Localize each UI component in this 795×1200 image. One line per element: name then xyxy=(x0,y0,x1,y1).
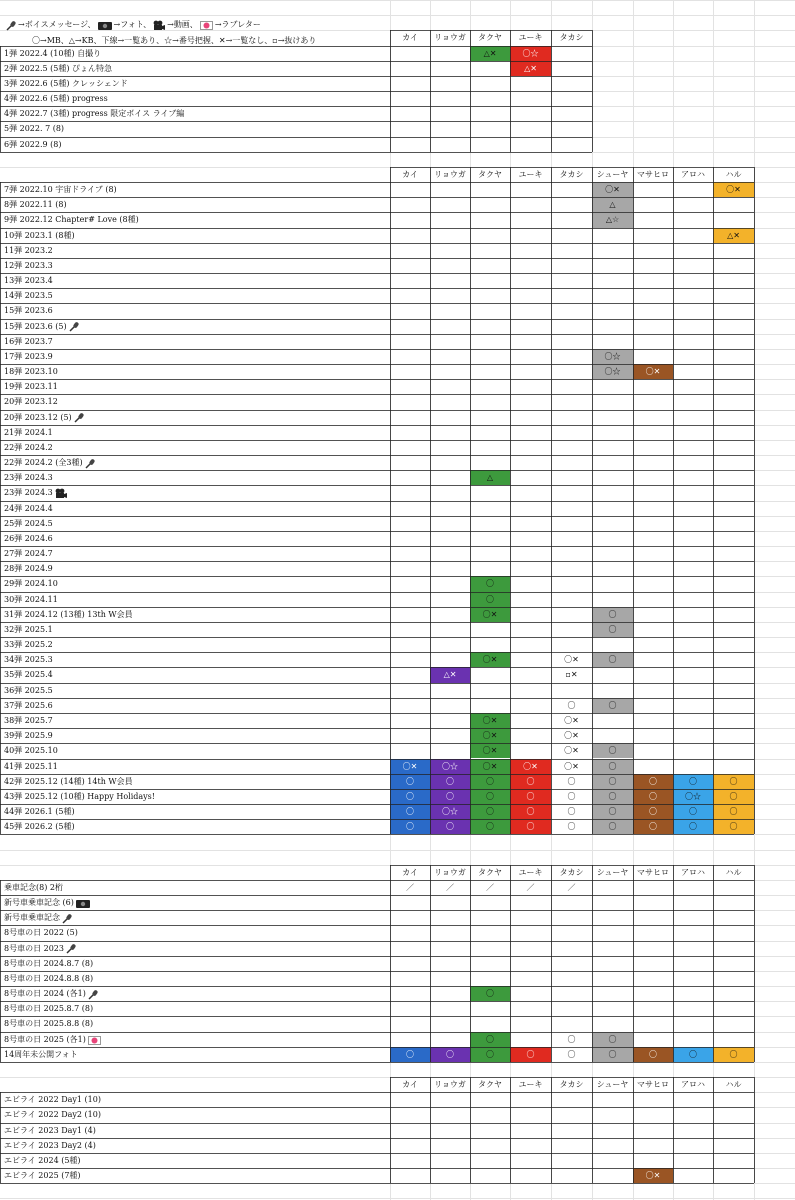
member-header-ユーキ: ユーキ xyxy=(518,169,543,179)
mark-cell-ユーキ: 〇☆ xyxy=(510,46,551,61)
mark-cell-アロハ: 〇☆ xyxy=(673,789,713,804)
mark-cell-タクヤ: 〇✕ xyxy=(470,728,510,743)
mark-cell-ハル: 〇 xyxy=(713,819,754,834)
member-header-ハル: ハル xyxy=(725,867,742,877)
mark-cell-シューヤ: 〇✕ xyxy=(592,182,633,197)
row-label-text: 44弾 2026.1 (5種) xyxy=(4,807,75,816)
row-label-text: 8号車の日 2024 (各1) xyxy=(4,989,86,999)
row-label-text: 41弾 2025.11 xyxy=(4,761,58,771)
row-label-text: 22弾 2024.2 xyxy=(4,442,53,452)
mark-cell-タクヤ: 〇 xyxy=(470,986,510,1001)
row-label-text: 23弾 2024.3 xyxy=(4,473,53,483)
mark-cell-カイ: 〇 xyxy=(390,774,430,789)
row-label-text: 38弾 2025.7 xyxy=(4,715,53,725)
row-label-text: 16弾 2023.7 xyxy=(4,336,53,346)
row-label-text: 29弾 2024.10 xyxy=(4,579,58,589)
row-label-text: エビライ 2022 Day1 (10) xyxy=(4,1095,101,1105)
mark-cell-アロハ: 〇 xyxy=(673,1047,713,1062)
mark-cell-リョウガ: 〇☆ xyxy=(430,759,470,774)
row-label-text: 30弾 2024.11 xyxy=(4,594,58,604)
row-label-text: 新号車乗車記念 xyxy=(4,913,60,923)
mark-cell-マサヒロ: 〇 xyxy=(633,804,673,819)
mark-cell-タクヤ: 〇 xyxy=(470,1032,510,1047)
row-label-text: 43弾 2025.12 (10種) Happy Holidays! xyxy=(4,791,156,801)
row-label-text: エビライ 2022 Day2 (10) xyxy=(4,1110,101,1120)
member-header-タカシ: タカシ xyxy=(559,33,584,43)
row-label-text: 37弾 2025.6 xyxy=(4,700,53,710)
mark-cell-シューヤ: 〇 xyxy=(592,789,633,804)
mark-cell-タクヤ: 〇 xyxy=(470,774,510,789)
mark-cell-シューヤ: 〇 xyxy=(592,804,633,819)
mark-cell-リョウガ: 〇 xyxy=(430,789,470,804)
member-header-ユーキ: ユーキ xyxy=(518,867,543,877)
mark-cell-シューヤ: △☆ xyxy=(592,212,633,227)
row-label-text: 7弾 2022.10 宇宙ドライブ (8) xyxy=(4,185,117,195)
row-label-text: 10弾 2023.1 (8種) xyxy=(4,230,75,240)
mark-cell-ユーキ: ／ xyxy=(526,882,535,892)
row-label-text: 17弾 2023.9 xyxy=(4,351,53,361)
row-label-text: 8号車の日 2023 xyxy=(4,943,64,953)
row-label-text: 5弾 2022. 7 (8) xyxy=(4,124,65,134)
mark-cell-タカシ: 〇✕ xyxy=(551,713,592,728)
row-label-text: 40弾 2025.10 xyxy=(4,746,58,756)
member-header-タクヤ: タクヤ xyxy=(478,169,502,179)
row-label-text: 26弾 2024.6 xyxy=(4,533,53,543)
member-header-リョウガ: リョウガ xyxy=(434,867,466,877)
mark-cell-カイ: 〇 xyxy=(390,804,430,819)
mark-cell-ハル: 〇 xyxy=(713,804,754,819)
mark-cell-リョウガ: 〇☆ xyxy=(430,804,470,819)
mark-cell-ユーキ: 〇✕ xyxy=(510,759,551,774)
mark-cell-タカシ: 〇 xyxy=(551,789,592,804)
mark-cell-ユーキ: △✕ xyxy=(510,61,551,76)
mark-cell-タクヤ: 〇✕ xyxy=(470,743,510,758)
mark-cell-タクヤ: 〇✕ xyxy=(470,652,510,667)
mark-cell-カイ: 〇 xyxy=(390,1047,430,1062)
mark-cell-カイ: 〇 xyxy=(390,789,430,804)
member-header-アロハ: アロハ xyxy=(681,169,705,179)
member-header-マサヒロ: マサヒロ xyxy=(637,1080,669,1090)
mark-cell-マサヒロ: 〇 xyxy=(633,819,673,834)
member-header-マサヒロ: マサヒロ xyxy=(637,169,669,179)
row-label-text: 33弾 2025.2 xyxy=(4,640,53,650)
mark-cell-タクヤ: ／ xyxy=(486,882,494,892)
mark-cell-タクヤ: △✕ xyxy=(470,46,510,61)
row-label-text: 27弾 2024.7 xyxy=(4,549,53,559)
member-header-タクヤ: タクヤ xyxy=(478,33,502,43)
member-header-ハル: ハル xyxy=(725,169,742,179)
mark-cell-タカシ: 〇✕ xyxy=(551,743,592,758)
mark-cell-シューヤ: 〇 xyxy=(592,622,633,637)
mark-cell-シューヤ: 〇 xyxy=(592,759,633,774)
row-label-text: 19弾 2023.11 xyxy=(4,382,58,392)
mark-cell-タカシ: 〇 xyxy=(551,1047,592,1062)
mark-cell-タクヤ: 〇 xyxy=(470,1047,510,1062)
legend-line-2: 〇→MB、△→KB、下線→一覧あり、☆→番号把握、✕→一覧なし、▫→抜けあり xyxy=(32,36,317,45)
member-header-カイ: カイ xyxy=(402,1080,418,1090)
row-label-text: 15弾 2023.6 (5) xyxy=(4,321,67,331)
row-label-text: 18弾 2023.10 xyxy=(4,367,58,377)
row-label-text: 34弾 2025.3 xyxy=(4,655,53,665)
legend-text: →ラブレター xyxy=(214,20,261,29)
row-label-text: 9弾 2022.12 Chapter# Love (8種) xyxy=(4,215,139,225)
mark-cell-マサヒロ: 〇 xyxy=(633,789,673,804)
row-label-text: 36弾 2025.5 xyxy=(4,685,53,695)
mark-cell-タカシ: 〇✕ xyxy=(551,652,592,667)
row-label-text: 14弾 2023.5 xyxy=(4,291,53,301)
row-label-text: 20弾 2023.12 xyxy=(4,397,58,407)
mark-cell-シューヤ: 〇 xyxy=(592,819,633,834)
row-label-text: 11弾 2023.2 xyxy=(4,245,53,255)
mark-cell-カイ: 〇 xyxy=(390,819,430,834)
mark-cell-カイ: 〇✕ xyxy=(390,759,430,774)
mark-cell-タカシ: ▫✕ xyxy=(551,667,592,682)
legend-text: →ボイスメッセージ、 xyxy=(18,20,96,29)
member-header-リョウガ: リョウガ xyxy=(434,33,466,43)
mark-cell-タクヤ: 〇 xyxy=(470,592,510,607)
mark-cell-タカシ: 〇 xyxy=(551,819,592,834)
row-label-text: 1弾 2022.4 (10種) 自撮り xyxy=(4,48,102,58)
mark-cell-ユーキ: 〇 xyxy=(510,1047,551,1062)
row-label-text: 24弾 2024.4 xyxy=(4,503,53,513)
row-label-text: 35弾 2025.4 xyxy=(4,670,53,680)
mark-cell-マサヒロ: 〇 xyxy=(633,1047,673,1062)
member-header-カイ: カイ xyxy=(402,169,418,179)
mark-cell-タクヤ: △ xyxy=(470,470,510,485)
mark-cell-タカシ: 〇 xyxy=(551,774,592,789)
row-label-text: 23弾 2024.3 xyxy=(4,488,53,498)
row-label-text: 8号車の日 2024.8.7 (8) xyxy=(4,958,94,968)
mark-cell-タカシ: 〇 xyxy=(551,698,592,713)
row-label-text: 4弾 2022.7 (3種) progress 限定ボイス ライブ編 xyxy=(4,109,185,119)
mark-cell-カイ: ／ xyxy=(406,882,414,892)
mark-cell-ハル: 〇 xyxy=(713,774,754,789)
mark-cell-ハル: 〇 xyxy=(713,1047,754,1062)
row-label-text: 20弾 2023.12 (5) xyxy=(4,412,72,422)
mark-cell-シューヤ: 〇 xyxy=(592,774,633,789)
mark-cell-アロハ: 〇 xyxy=(673,774,713,789)
member-header-タカシ: タカシ xyxy=(559,1080,584,1090)
mark-cell-タカシ: 〇 xyxy=(551,804,592,819)
mark-cell-ユーキ: 〇 xyxy=(510,774,551,789)
mark-cell-リョウガ: 〇 xyxy=(430,819,470,834)
mark-cell-タクヤ: 〇 xyxy=(470,789,510,804)
row-label-text: 12弾 2023.3 xyxy=(4,260,53,270)
mark-cell-ユーキ: 〇 xyxy=(510,804,551,819)
member-header-アロハ: アロハ xyxy=(681,1080,705,1090)
mark-cell-シューヤ: 〇 xyxy=(592,1032,633,1047)
row-label-text: 乗車記念(8) 2桁 xyxy=(4,882,63,892)
mark-cell-マサヒロ: 〇✕ xyxy=(633,364,673,379)
mark-cell-リョウガ: ／ xyxy=(446,882,454,892)
row-label-text: 8弾 2022.11 (8) xyxy=(4,200,67,210)
member-header-カイ: カイ xyxy=(402,33,418,43)
member-header-タカシ: タカシ xyxy=(559,169,584,179)
mark-cell-シューヤ: △ xyxy=(592,197,633,212)
row-label-text: 8号車の日 2025.8.7 (8) xyxy=(4,1004,94,1014)
row-label-text: 28弾 2024.9 xyxy=(4,564,53,574)
legend-text: →動画、 xyxy=(167,20,198,29)
row-label-text: 42弾 2025.12 (14種) 14th W会員 xyxy=(4,776,133,786)
mark-cell-シューヤ: 〇 xyxy=(592,652,633,667)
mark-cell-ユーキ: 〇 xyxy=(510,789,551,804)
row-label-text: 45弾 2026.2 (5種) xyxy=(4,822,75,832)
mark-cell-タクヤ: 〇 xyxy=(470,819,510,834)
row-label-text: 22弾 2024.2 (全3種) xyxy=(4,458,83,468)
mark-cell-タカシ: 〇✕ xyxy=(551,728,592,743)
mark-cell-ハル: 〇 xyxy=(713,789,754,804)
mark-cell-タクヤ: 〇✕ xyxy=(470,607,510,622)
mark-cell-シューヤ: 〇☆ xyxy=(592,349,633,364)
mark-cell-タカシ: ／ xyxy=(567,882,576,892)
mark-cell-ハル: 〇✕ xyxy=(713,182,754,197)
row-label-text: 新号車乗車記念 (6) xyxy=(4,898,74,908)
member-header-シューヤ: シューヤ xyxy=(596,1080,629,1090)
mark-cell-シューヤ: 〇 xyxy=(592,1047,633,1062)
mark-cell-リョウガ: △✕ xyxy=(430,667,470,682)
row-label-text: 8号車の日 2024.8.8 (8) xyxy=(4,973,94,983)
row-label-text: エビライ 2023 Day2 (4) xyxy=(4,1140,96,1150)
row-label-text: 3弾 2022.6 (5種) クレッシェンド xyxy=(4,78,128,88)
row-label-text: 15弾 2023.6 xyxy=(4,306,53,316)
row-label-text: 32弾 2025.1 xyxy=(4,624,53,634)
mark-cell-タカシ: 〇 xyxy=(551,1032,592,1047)
member-header-ユーキ: ユーキ xyxy=(518,33,543,43)
row-label-text: エビライ 2024 (5種) xyxy=(4,1155,81,1165)
mark-cell-ユーキ: 〇 xyxy=(510,819,551,834)
member-header-ユーキ: ユーキ xyxy=(518,1080,543,1090)
mark-cell-タカシ: 〇✕ xyxy=(551,759,592,774)
mark-cell-リョウガ: 〇 xyxy=(430,774,470,789)
legend-text: →フォト、 xyxy=(113,20,152,29)
row-label-text: 4弾 2022.6 (5種) progress xyxy=(4,94,108,104)
mark-cell-タクヤ: 〇✕ xyxy=(470,759,510,774)
row-label-text: 31弾 2024.12 (13種) 13th W会員 xyxy=(4,609,133,619)
member-header-マサヒロ: マサヒロ xyxy=(637,867,669,877)
mark-cell-アロハ: 〇 xyxy=(673,804,713,819)
row-label-text: 25弾 2024.5 xyxy=(4,518,53,528)
member-header-カイ: カイ xyxy=(402,867,418,877)
row-label-text: 8号車の日 2022 (5) xyxy=(4,928,78,938)
row-label-text: 8号車の日 2025 (各1) xyxy=(4,1034,86,1044)
row-label-text: 21弾 2024.1 xyxy=(4,427,53,437)
mark-cell-シューヤ: 〇 xyxy=(592,698,633,713)
mark-cell-タクヤ: 〇 xyxy=(470,804,510,819)
member-header-タカシ: タカシ xyxy=(559,867,584,877)
mark-cell-シューヤ: 〇 xyxy=(592,607,633,622)
member-header-ハル: ハル xyxy=(725,1080,742,1090)
mark-cell-ハル: △✕ xyxy=(713,228,754,243)
mark-cell-シューヤ: 〇 xyxy=(592,743,633,758)
mark-cell-シューヤ: 〇☆ xyxy=(592,364,633,379)
row-label-text: 14周年未公開フォト xyxy=(4,1049,78,1059)
row-label-text: エビライ 2023 Day1 (4) xyxy=(4,1125,96,1135)
member-header-リョウガ: リョウガ xyxy=(434,1080,466,1090)
mark-cell-リョウガ: 〇 xyxy=(430,1047,470,1062)
mark-cell-マサヒロ: 〇✕ xyxy=(633,1168,673,1183)
row-label-text: 6弾 2022.9 (8) xyxy=(4,139,62,149)
member-header-タクヤ: タクヤ xyxy=(478,867,502,877)
row-label-text: 39弾 2025.9 xyxy=(4,731,53,741)
member-header-タクヤ: タクヤ xyxy=(478,1080,502,1090)
member-header-シューヤ: シューヤ xyxy=(596,867,629,877)
member-header-シューヤ: シューヤ xyxy=(596,169,629,179)
mark-cell-タクヤ: 〇✕ xyxy=(470,713,510,728)
row-label-text: 13弾 2023.4 xyxy=(4,276,53,286)
mark-cell-タクヤ: 〇 xyxy=(470,576,510,591)
row-label-text: 8号車の日 2025.8.8 (8) xyxy=(4,1019,94,1029)
row-label-text: 2弾 2022.5 (5種) ぴょん特急 xyxy=(4,63,113,73)
mark-cell-マサヒロ: 〇 xyxy=(633,774,673,789)
member-header-リョウガ: リョウガ xyxy=(434,169,466,179)
row-label-text: エビライ 2025 (7種) xyxy=(4,1171,81,1181)
mark-cell-アロハ: 〇 xyxy=(673,819,713,834)
member-header-アロハ: アロハ xyxy=(681,867,705,877)
